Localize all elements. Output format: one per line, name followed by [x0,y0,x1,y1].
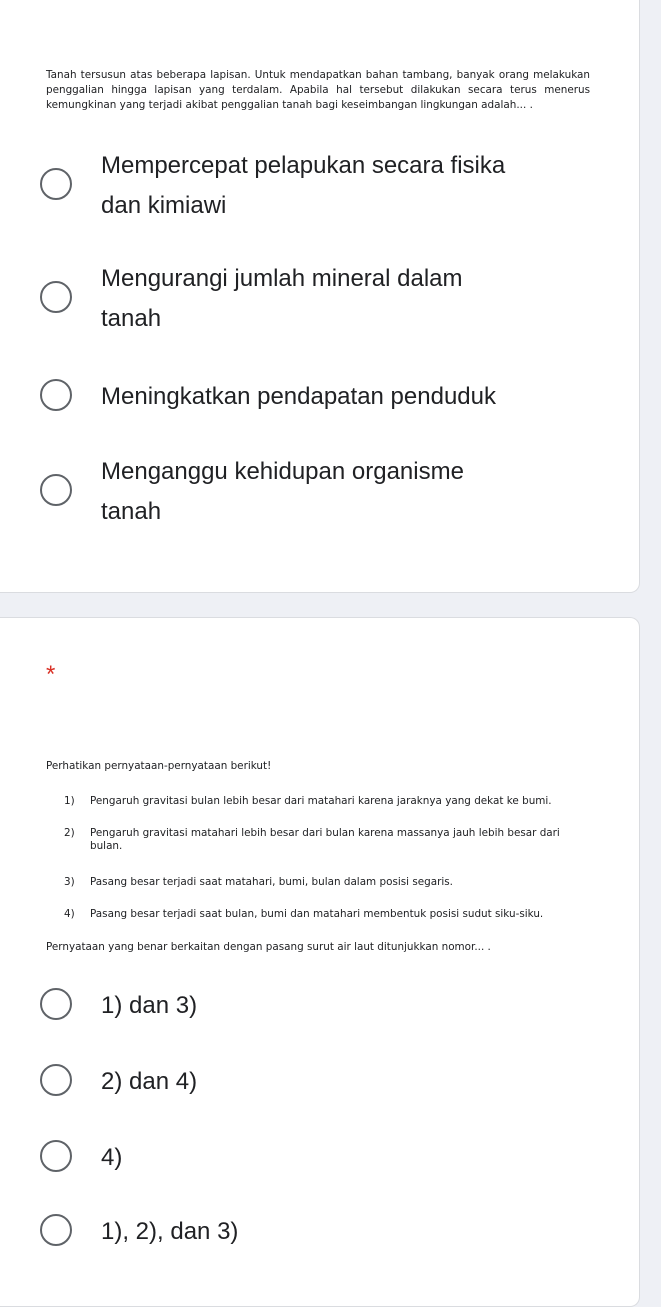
q1-option-2-label: Mengurangi jumlah mineral dalam tanah [101,265,463,332]
statement-2 [64,827,594,853]
q2-option-3[interactable] [38,1128,598,1188]
statement-3 [64,876,594,889]
q2-option-1-label: 1) dan 3) [101,992,198,1019]
q1-option-1-label: Mempercepat pelapukan secara fisika dan kimiawi [101,152,506,219]
radio-button[interactable] [40,988,72,1020]
statement-text: Pengaruh gravitasi bulan lebih besar dari matahari karena jaraknya yang dekat ke bumi. [90,795,552,807]
statement-1 [64,795,594,808]
q1-option-1[interactable] [38,152,598,219]
statement-text: Pasang besar terjadi saat bulan, bumi dan matahari membentuk posisi sudut siku-siku. [90,908,544,920]
q2-option-2-label: 2) dan 4) [101,1068,198,1095]
q1-option-4-label: Menganggu kehidupan organisme tanah [101,458,464,525]
question-2-text: Pernyataan yang benar berkaitan dengan pasang surut air laut ditunjukkan nomor... . [46,941,491,953]
q1-option-2[interactable] [38,265,598,332]
question-2-intro: Perhatikan pernyataan-pernyataan berikut! [46,760,272,772]
q1-option-4[interactable] [38,458,598,525]
radio-button[interactable] [40,1214,72,1246]
q2-option-1[interactable] [38,976,598,1036]
statement-4 [64,908,594,921]
q2-option-4[interactable] [38,1202,598,1262]
statement-number: 1) [64,795,75,807]
statement-text: Pengaruh gravitasi matahari lebih besar dari bulan karena massanya jauh lebih besar dari bulan. [90,827,560,852]
required-asterisk: * [46,661,56,688]
q1-option-3-label: Meningkatkan pendapatan penduduk [101,383,496,410]
q2-option-2[interactable] [38,1052,598,1112]
q1-option-3[interactable] [38,367,598,427]
radio-button[interactable] [40,1064,72,1096]
statement-number: 2) [64,827,75,839]
radio-button[interactable] [40,281,72,313]
radio-button[interactable] [40,168,72,200]
radio-button[interactable] [40,379,72,411]
q2-option-4-label: 1), 2), dan 3) [101,1218,239,1245]
statement-text: Pasang besar terjadi saat matahari, bumi, bulan dalam posisi segaris. [90,876,453,888]
question-1-text: Tanah tersusun atas beberapa lapisan. Untuk mendapatkan bahan tambang, banyak orang melakukan penggalian hingga lapisan yang terdalam. Apabila hal tersebut dilakukan secara terus menerus kemungkinan yang terjadi akibat penggalian tanah bagi keseimbangan lingkungan adalah... . [46,69,590,111]
statement-number: 4) [64,908,75,920]
q2-option-3-label: 4) [101,1144,123,1171]
radio-button[interactable] [40,474,72,506]
statement-number: 3) [64,876,75,888]
radio-button[interactable] [40,1140,72,1172]
